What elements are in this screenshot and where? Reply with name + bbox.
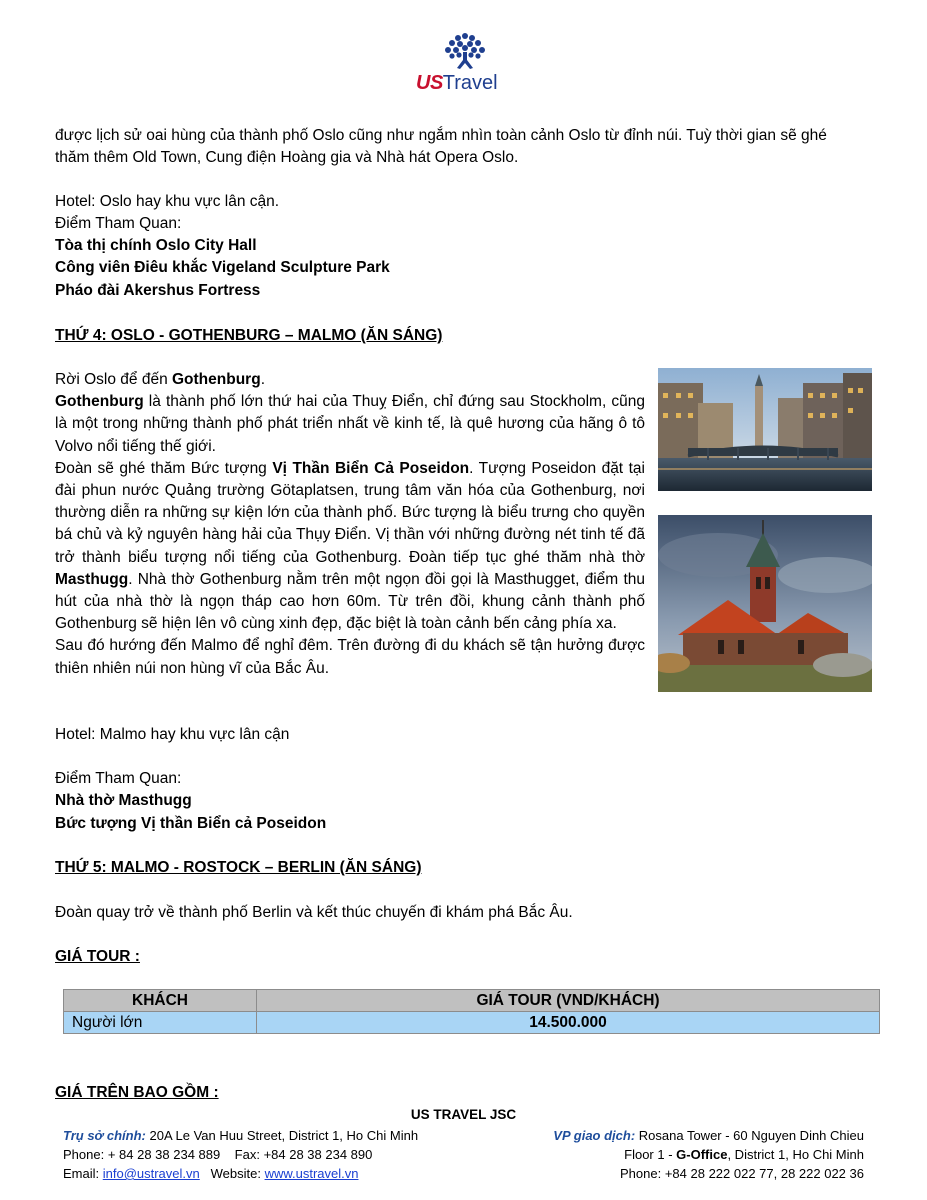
passenger-type: Người lớn xyxy=(64,1012,257,1034)
sight-item: Tòa thị chính Oslo City Hall xyxy=(55,237,257,254)
tour-price: 14.500.000 xyxy=(257,1012,880,1034)
hq-address: 20A Le Van Huu Street, District 1, Ho Chi Minh xyxy=(145,1128,419,1143)
column-header: KHÁCH xyxy=(64,990,257,1012)
masthugg-church-photo xyxy=(658,515,872,692)
intro-line-2: thăm thêm Old Town, Cung điện Hoàng gia và Nhà hát Opera Oslo. xyxy=(55,149,519,166)
table-row xyxy=(64,1012,880,1034)
email-link[interactable]: info@ustravel.vn xyxy=(102,1166,200,1181)
sight-item: Bức tượng Vị thần Biển cả Poseidon xyxy=(55,815,327,832)
price-table-header xyxy=(64,990,880,1012)
sights-label: Điểm Tham Quan: xyxy=(55,770,182,787)
day5-heading: THỨ 5: MALMO - ROSTOCK – BERLIN (ĂN SÁNG) xyxy=(55,859,422,876)
sight-item: Công viên Điêu khắc Vigeland Sculpture Park xyxy=(55,259,390,276)
website-link[interactable]: www.ustravel.vn xyxy=(264,1166,359,1181)
sights-label: Điểm Tham Quan: xyxy=(55,215,182,232)
hotel-malmo: Hotel: Malmo hay khu vực lân cận xyxy=(55,726,290,743)
hq-label: Trụ sở chính: xyxy=(63,1128,146,1143)
intro-line-1: được lịch sử oai hùng của thành phố Oslo cũng như ngắm nhìn toàn cảnh Oslo từ đỉnh núi. Tuỳ thời gian sẽ ghé xyxy=(55,127,827,144)
office-label: VP giao dịch: xyxy=(553,1128,636,1143)
hotel-oslo: Hotel: Oslo hay khu vực lân cận. xyxy=(55,193,280,210)
footer-company: US TRAVEL JSC xyxy=(410,1107,517,1122)
day4-heading: THỨ 4: OSLO - GOTHENBURG – MALMO (ĂN SÁNG) xyxy=(55,327,443,344)
logo-travel-text: Travel xyxy=(442,72,498,94)
gothenburg-canal-photo xyxy=(658,368,872,491)
us-travel-logo xyxy=(412,30,518,100)
day4-paragraph: Rời Oslo để đến Gothenburg. Gothenburg là thành phố lớn thứ hai của Thuỵ Điển, chỉ đứng sau Stockholm, cũng là một trong những thành phố phát triển nhất về kinh tế, là quê hương của hãng ô tô Volvo nổi tiếng thế giới. Đoàn sẽ ghé thăm Bức tượng Vị Thần Biển Cả Poseidon. Tượng Poseidon đặt tại đài phun nước Quảng trường Götaplatsen, trung tâm văn hóa của Gothenburg, nơi thường diễn ra những sự kiện lớn của thành phố. Bức tượng là biểu trưng cho quyền bá chủ và kỷ nguyên hàng hải của Thụy Điển. Vị thần với những đường nét tinh tế đã trở thành biểu tượng nổi tiếng của Gothenburg. Đoàn tiếp tục ghé thăm nhà thờ Masthugg. Nhà thờ Gothenburg nằm trên một ngọn đồi gọi là Masthugget, điểm thu hút của nhà thờ là ngọn tháp cao hơn 60m. Từ trên đồi, khung cảnh thành phố Gothenburg sẽ hiện lên vô cùng xinh đẹp, đặc biệt là toàn cảnh bến cảng phía xa. Sau đó hướng đến Malmo để nghỉ đêm. Trên đường đi du khách sẽ tận hưởng được thiên nhiên núi non hùng vĩ của Bắc Âu. xyxy=(55,371,645,677)
sight-item: Pháo đài Akershus Fortress xyxy=(55,282,261,299)
price-table xyxy=(63,989,880,1034)
day5-text: Đoàn quay trở về thành phố Berlin và kết thúc chuyến đi khám phá Bắc Âu. xyxy=(55,904,573,921)
office-phone: Phone: +84 28 222 022 77, 28 222 022 36 xyxy=(620,1166,864,1181)
office-address: Rosana Tower - 60 Nguyen Dinh Chieu xyxy=(635,1128,864,1143)
phone-fax: Phone: + 84 28 38 234 889 Fax: +84 28 38 234 890 xyxy=(63,1147,373,1162)
logo-us-text: US xyxy=(416,72,443,94)
sight-item: Nhà thờ Masthugg xyxy=(55,792,192,809)
column-header: GIÁ TOUR (VND/KHÁCH) xyxy=(257,990,880,1012)
footer-left: Trụ sở chính: 20A Le Van Huu Street, District 1, Ho Chi Minh Phone: + 84 28 38 234 889 Fax: +84 28 38 234 890 Email: info@ustravel.vn Website: www.ustravel.vn xyxy=(63,1128,419,1181)
price-heading: GIÁ TOUR : xyxy=(55,948,140,965)
includes-heading: GIÁ TRÊN BAO GỒM : xyxy=(55,1084,219,1101)
tree-logo-icon xyxy=(440,30,490,74)
footer-right: VP giao dịch: Rosana Tower - 60 Nguyen Dinh Chieu Floor 1 - G-Office, District 1, Ho Chi Minh Phone: +84 28 222 022 77, 28 222 022 36 xyxy=(553,1128,864,1181)
